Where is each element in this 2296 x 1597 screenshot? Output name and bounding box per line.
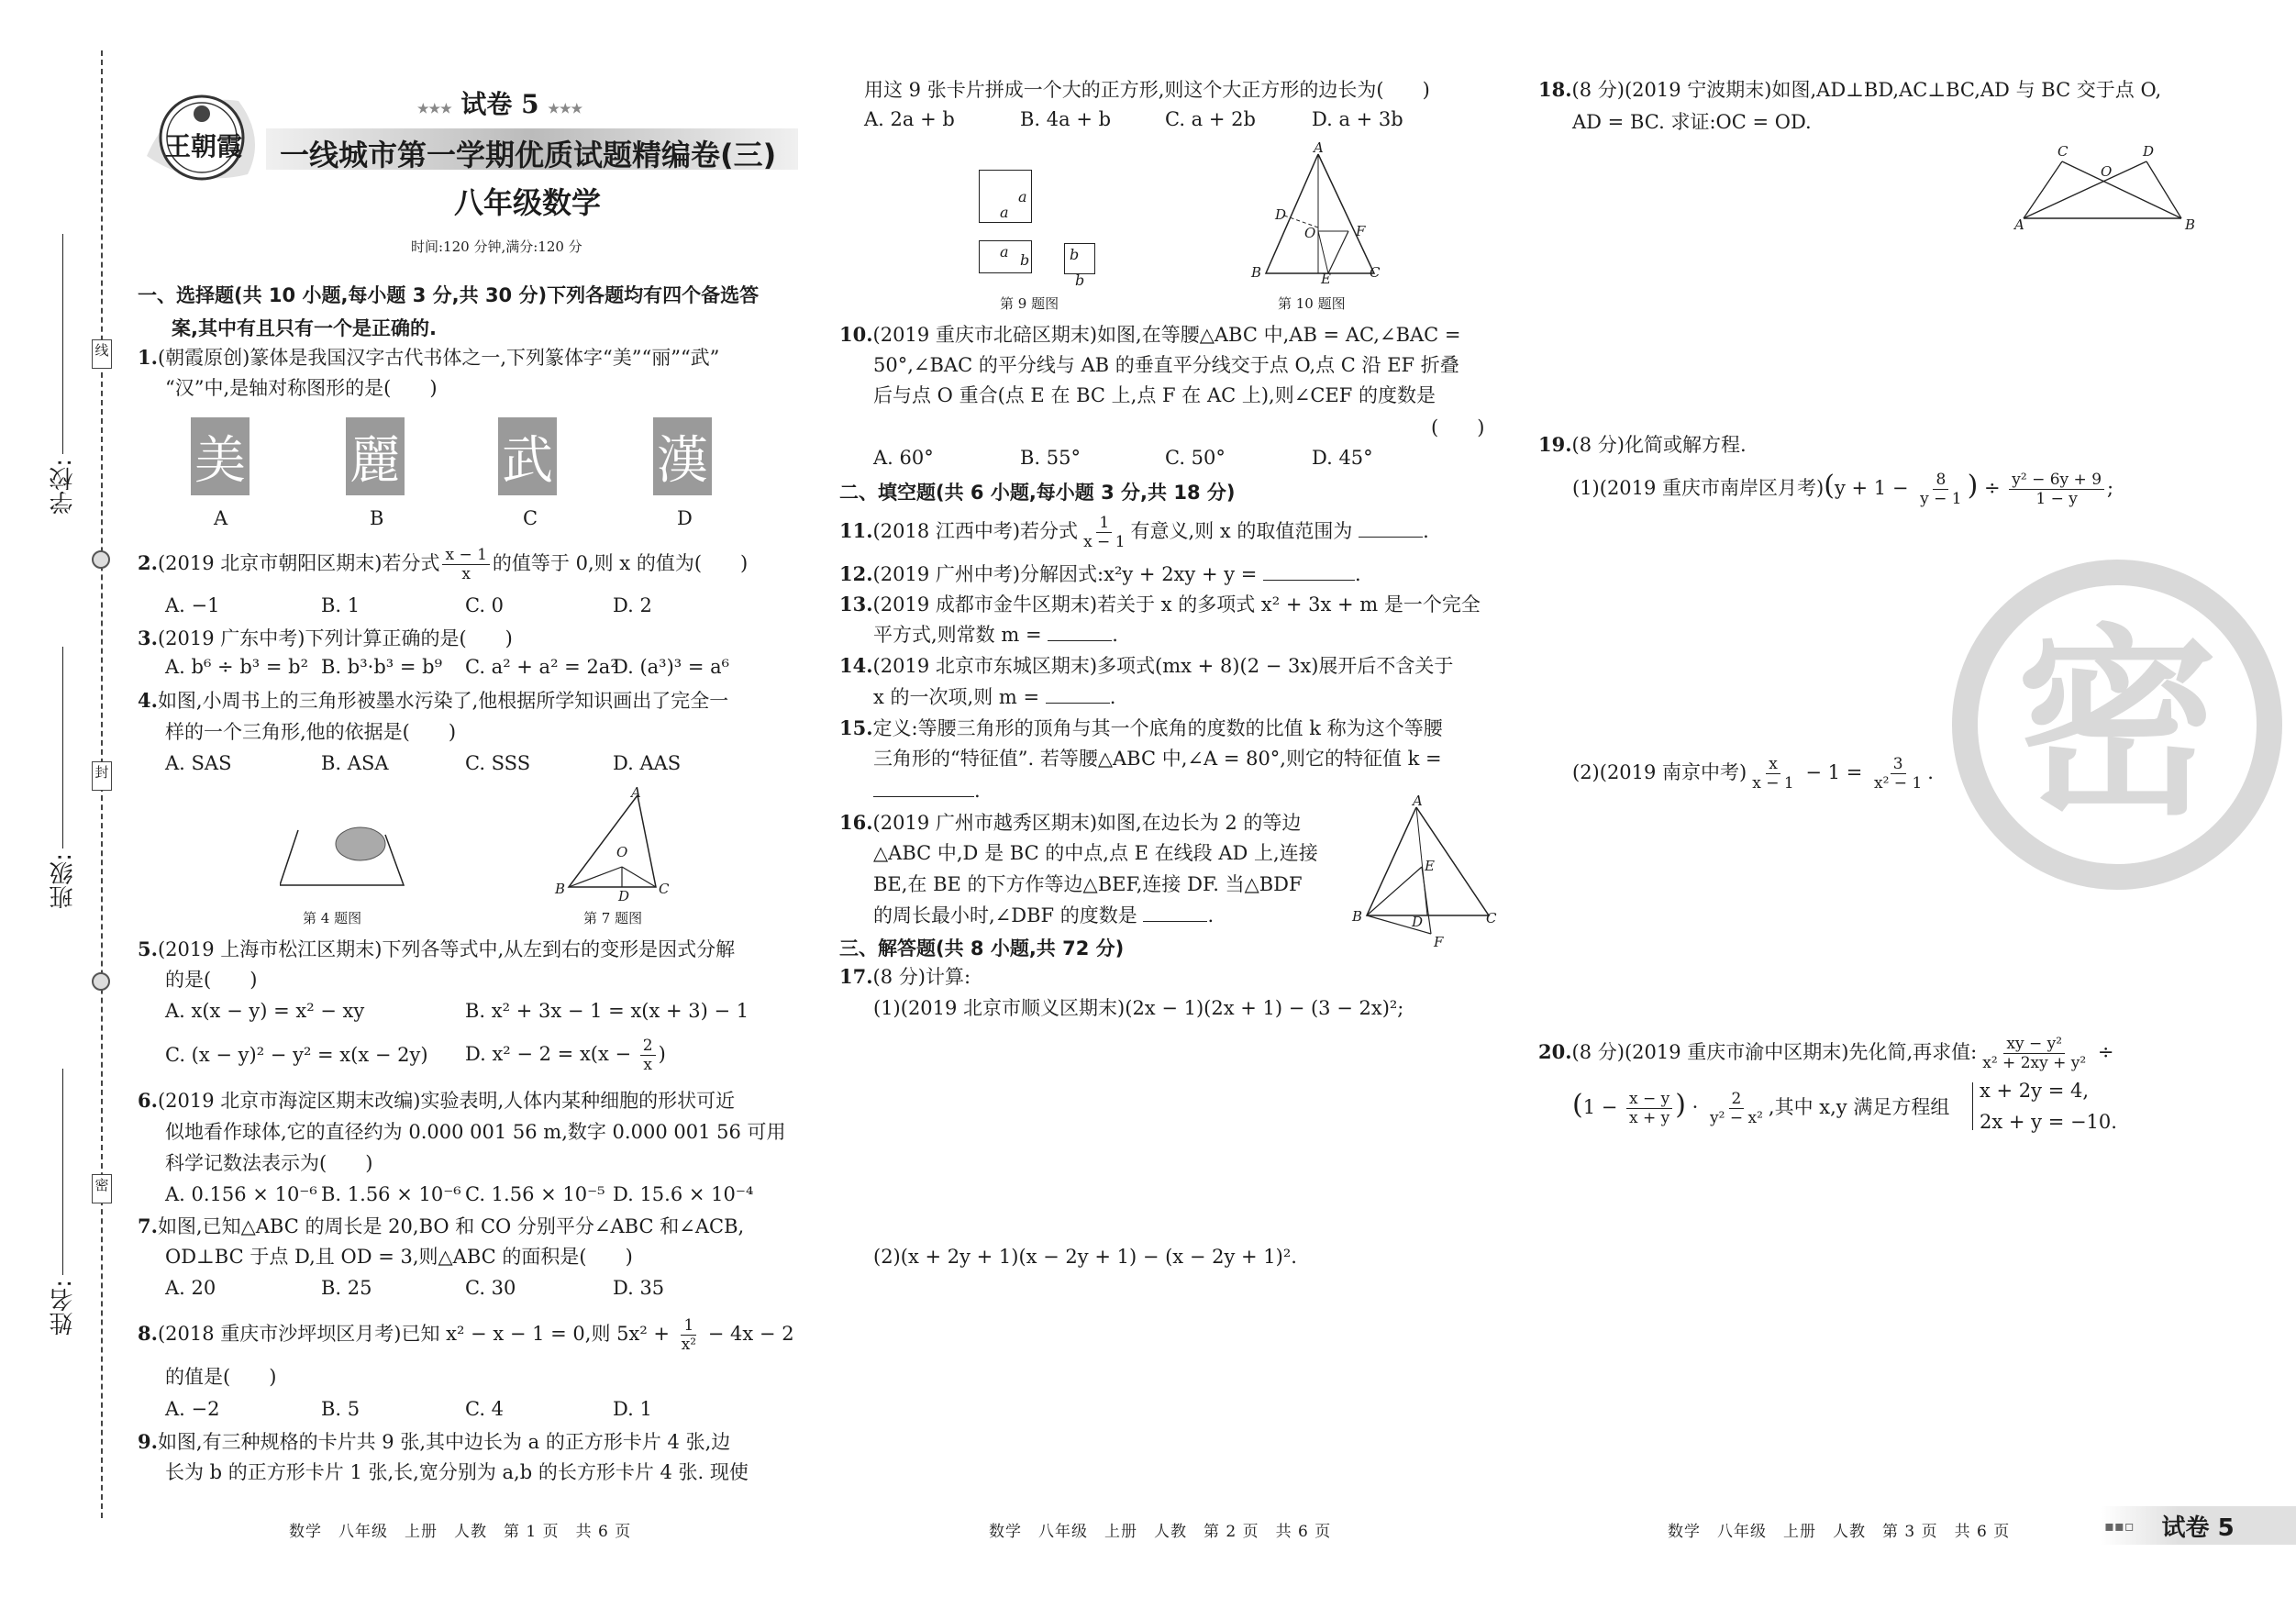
card-square-a-label: a <box>1018 188 1027 205</box>
option-c[interactable]: C. (x − y)² − y² = x(x − 2y) <box>165 1044 428 1066</box>
q-text: (2019 北京市东城区期末)多项式(mx + 8)(2 − 3x)展开后不含关于 <box>872 655 1454 677</box>
option-a[interactable]: A <box>214 507 228 529</box>
label-f: F <box>1356 223 1366 239</box>
question-8-line2: 的值是( ) <box>165 1366 277 1388</box>
q-text: (2019 广东中考)下列计算正确的是( ) <box>157 627 513 649</box>
q-text: 如图,有三种规格的卡片共 9 张,其中边长为 a 的正方形卡片 4 张,边 <box>157 1431 731 1453</box>
question-1 <box>138 344 719 372</box>
option-b[interactable]: B. 1 <box>321 594 360 616</box>
q-text: (2018 江西中考)若分式 <box>872 520 1079 542</box>
option-a[interactable]: A. b⁶ ÷ b³ = b² <box>165 656 308 678</box>
question-14 <box>839 652 1453 680</box>
card-square-b-label: b <box>1075 272 1085 289</box>
option-b[interactable]: B. b³·b³ = b⁹ <box>321 656 442 678</box>
question-10-line2: 50°,∠BAC 的平分线与 AB 的垂直平分线交于点 O,点 C 沿 EF 折叠 <box>873 354 1459 376</box>
binding-margin <box>0 0 115 1597</box>
figure-9-caption: 第 9 题图 <box>1000 295 1059 312</box>
q-text: − 4x − 2 <box>702 1323 794 1345</box>
option-b[interactable]: B. 55° <box>1020 447 1081 469</box>
question-3 <box>138 625 513 652</box>
q-text: (2019 上海市松江区期末)下列各等式中,从左到右的变形是因式分解 <box>157 938 736 960</box>
option-b[interactable]: B. 1.56 × 10⁻⁶ <box>321 1183 461 1205</box>
option-a[interactable]: A. 2a + b <box>864 108 955 130</box>
card-square-a-label: a <box>1000 204 1009 221</box>
label-a: A <box>2014 216 2024 233</box>
option-b[interactable]: B. ASA <box>321 752 389 774</box>
figure-18-crossed-segments <box>2018 147 2192 229</box>
question-13 <box>839 591 1481 618</box>
seal-char-d: 漢 <box>653 417 712 495</box>
option-d[interactable]: D. 35 <box>613 1277 665 1299</box>
option-b[interactable]: B. 25 <box>321 1277 372 1299</box>
q-number: 8. <box>138 1322 158 1345</box>
time-info: 时间:120 分钟,满分:120 分 <box>411 238 582 255</box>
label-b: B <box>555 881 566 897</box>
question-2 <box>138 546 748 583</box>
q-number: 16. <box>839 811 873 834</box>
figure-7-caption: 第 7 题图 <box>583 910 643 926</box>
seal-word-secret: 密 <box>92 1174 112 1203</box>
label-e: E <box>1321 271 1331 287</box>
q-text: (2019 成都市金牛区期末)若关于 x 的多项式 x² + 3x + m 是一个完全 <box>872 593 1481 616</box>
option-d[interactable]: D. AAS <box>613 752 682 774</box>
question-20: 20.(8 分)(2019 重庆市渝中区期末)先化简,再求值: $\frac{\text{xy − y²}}{\text{x² + 2xy + y²}}$ ÷ <box>1538 1035 2114 1072</box>
q-number: 11. <box>839 519 873 542</box>
label-b: B <box>1251 264 1262 281</box>
section2-title: 二、填空题(共 6 小题,每小题 3 分,共 18 分) <box>839 482 1236 504</box>
label-d: D <box>1412 914 1424 930</box>
q-number: 14. <box>839 654 873 677</box>
question-12: 12.(2019 广州中考)分解因式:x²y + 2xy + y = . <box>839 562 1361 585</box>
question-8 <box>138 1316 794 1354</box>
label-b: B <box>2185 216 2196 233</box>
q-number: 4. <box>138 689 158 712</box>
question-4-line2: 样的一个三角形,他的依据是( ) <box>165 721 457 743</box>
option-d[interactable]: D. (a³)³ = a⁶ <box>613 656 730 678</box>
q-text: (朝霞原创)篆体是我国汉字古代书体之一,下列篆体字“美”“丽”“武” <box>157 347 720 369</box>
question-18 <box>1538 76 2161 104</box>
fraction: $\frac{x}{x - 1}$ <box>1752 755 1794 793</box>
question-10-line3: 后与点 O 重合(点 E 在 BC 上,点 F 在 AC 上),则∠CEF 的度数是 <box>873 384 1436 406</box>
question-6-line3: 科学记数法表示为( ) <box>165 1152 373 1174</box>
label-a: A <box>1314 139 1324 156</box>
option-c[interactable]: C. 4 <box>465 1398 505 1420</box>
question-5 <box>138 936 735 963</box>
option-d[interactable]: D. 2 <box>613 594 652 616</box>
confidential-watermark-icon: 密 <box>1952 560 2282 890</box>
question-19-part1: (1)(2019 重庆市南岸区月考)(y + 1 − $\frac{8}{y - 1}$ ) ÷ $\frac{\text{y² − 6y + 9}}{1 - y}$ ; <box>1572 470 2114 508</box>
option-c[interactable]: C. SSS <box>465 752 531 774</box>
paper-number-text: 试卷 5 <box>460 89 539 119</box>
q-text: 有意义,则 x 的取值范围为 <box>1130 520 1353 542</box>
label-o: O <box>1304 225 1316 241</box>
option-d[interactable]: D <box>677 507 693 529</box>
question-6 <box>138 1087 735 1115</box>
brand-logo <box>138 83 266 188</box>
seal-char-b: 麗 <box>346 417 405 495</box>
q-text: (2019 北京市朝阳区期末)若分式 <box>157 552 440 574</box>
footer-page-3: 数学 八年级 上册 人教 第 3 页 共 6 页 <box>1668 1523 2011 1541</box>
question-19-part2: (2)(2019 南京中考) $\frac{x}{x - 1}$ − 1 = $\frac{3}{\text{x² − 1}}$ . <box>1572 755 1934 793</box>
fraction: $\frac{x - 1}{x}$ <box>442 546 489 583</box>
fraction: $\frac{x - y}{x + y}$ <box>1626 1090 1672 1127</box>
q-text: (2019 重庆市北碚区期末)如图,在等腰△ABC 中,AB = AC,∠BAC = <box>872 324 1461 346</box>
q-number: 20. <box>1538 1040 1572 1063</box>
q-number: 7. <box>138 1214 158 1237</box>
star-icon: ★★★ <box>417 102 452 116</box>
label-d: D <box>1275 206 1287 223</box>
question-17-part2: (2)(x + 2y + 1)(x − 2y + 1) − (x − 2y + 1)². <box>873 1246 1297 1268</box>
question-7-line2: OD⊥BC 于点 D,且 OD = 3,则△ABC 的面积是( ) <box>165 1246 633 1268</box>
option-a[interactable]: A. −2 <box>165 1398 220 1420</box>
star-icon: ★★★ <box>548 102 583 116</box>
question-7 <box>138 1213 744 1240</box>
option-c[interactable]: C <box>523 507 538 529</box>
option-d[interactable]: D. 1 <box>613 1398 652 1420</box>
option-b[interactable]: B <box>370 507 384 529</box>
label-d: D <box>618 888 630 904</box>
option-d[interactable]: D. 45° <box>1312 447 1373 469</box>
q-text: (2019 北京市海淀区期末改编)实验表明,人体内某种细胞的形状可近 <box>157 1090 736 1112</box>
q-text: (8 分)化简或解方程. <box>1571 434 1747 456</box>
option-b[interactable]: B. 5 <box>321 1398 360 1420</box>
subject-title: 八年级数学 <box>454 185 602 220</box>
option-a[interactable]: A. 60° <box>873 447 934 469</box>
q-number: 18. <box>1538 78 1572 101</box>
question-17-part1: (1)(2019 北京市顺义区期末)(2x − 1)(2x + 1) − (3 − 2x)²; <box>873 997 1404 1019</box>
label-a: A <box>631 784 641 801</box>
label-o: O <box>2101 163 2113 180</box>
option-b[interactable]: B. x² + 3x − 1 = x(x + 3) − 1 <box>465 1000 749 1022</box>
label-o: O <box>616 844 628 860</box>
option-c[interactable]: C. 0 <box>465 594 505 616</box>
label-a: A <box>1413 793 1423 809</box>
question-15-line2: 三角形的“特征值”. 若等腰△ABC 中,∠A = 80°,则它的特征值 k = <box>873 748 1442 770</box>
option-c[interactable]: C. a + 2b <box>1165 108 1256 130</box>
fraction: $\frac{3}{\text{x² − 1}}$ <box>1874 755 1923 793</box>
option-c[interactable]: C. 50° <box>1165 447 1226 469</box>
label-e: E <box>1425 858 1435 874</box>
question-20-line2: (1 − $\frac{x - y}{x + y}$ ) · $\frac{2}{\text{y² − x²}}$ ,其中 x,y 满足方程组 <box>1572 1089 1950 1127</box>
fraction: $\frac{1}{\text{x²}}$ <box>681 1316 697 1354</box>
q-number: 10. <box>839 323 873 346</box>
footer-page-1: 数学 八年级 上册 人教 第 1 页 共 6 页 <box>289 1523 632 1541</box>
q-number: 2. <box>138 551 158 574</box>
paper-number <box>417 84 582 121</box>
answer-blank[interactable] <box>1143 904 1207 922</box>
card-rect-ab-label: a <box>1000 243 1009 261</box>
fraction: $\frac{1}{x - 1}$ <box>1083 514 1126 551</box>
class-label: 班级: <box>50 853 77 909</box>
option-d[interactable]: D. x² − 2 = x(x − $\frac{2}{x}$ ) <box>465 1037 666 1074</box>
option-a[interactable]: A. SAS <box>165 752 232 774</box>
label-c: C <box>2058 143 2069 160</box>
option-a[interactable]: A. 0.156 × 10⁻⁶ <box>165 1183 317 1205</box>
question-10 <box>839 321 1461 349</box>
seal-char-c: 武 <box>498 417 557 495</box>
answer-blank[interactable] <box>1048 624 1112 641</box>
question-16 <box>839 809 1301 837</box>
question-15 <box>839 715 1443 742</box>
question-5-line2: 的是( ) <box>165 969 258 991</box>
q-text: (2018 重庆市沙坪坝区月考)已知 x² − x − 1 = 0,则 5x² + <box>157 1323 676 1345</box>
equation-1: x + 2y = 4, <box>1980 1080 2089 1102</box>
option-d[interactable]: D. 15.6 × 10⁻⁴ <box>613 1183 754 1205</box>
section3-title: 三、解答题(共 8 小题,共 72 分) <box>839 937 1125 959</box>
figure-10-caption: 第 10 题图 <box>1278 295 1346 312</box>
q-text: (8 分)(2019 宁波期末)如图,AD⊥BD,AC⊥BC,AD 与 BC 交于点 O, <box>1571 79 2162 101</box>
q-number: 5. <box>138 937 158 960</box>
option-c[interactable]: C. 1.56 × 10⁻⁵ <box>465 1183 605 1205</box>
q-text: 定义:等腰三角形的顶角与其一个底角的度数的比值 k 称为这个等腰 <box>872 717 1443 739</box>
binding-hole-icon <box>92 550 110 569</box>
label-d: D <box>2143 143 2155 160</box>
q-text: 的值等于 0,则 x 的值为( ) <box>492 552 749 574</box>
q-text: (2019 广州中考)分解因式:x²y + 2xy + y = <box>872 563 1258 585</box>
label-c: C <box>1370 264 1381 281</box>
q-number: 12. <box>839 562 873 585</box>
question-10-line4: ( ) <box>1431 416 1485 438</box>
name-field[interactable] <box>62 1069 63 1275</box>
label-f: F <box>1434 934 1444 950</box>
label-c: C <box>659 881 670 897</box>
question-9-line3: 用这 9 张卡片拼成一个大的正方形,则这个大正方形的边长为( ) <box>864 79 1430 101</box>
corner-tag-text: 试卷 5 <box>2161 1514 2235 1542</box>
corner-tag <box>2101 1506 2296 1545</box>
fraction: $\frac{8}{y - 1}$ <box>1920 471 1962 508</box>
q-text: (8 分)计算: <box>872 966 971 988</box>
card-rect-ab-label: b <box>1020 251 1030 269</box>
fraction: $\frac{\text{y² − 6y + 9}}{1 - y}$ <box>2009 471 2104 508</box>
option-b[interactable]: B. 4a + b <box>1020 108 1112 130</box>
question-15-line3: . <box>873 777 981 804</box>
q-number: 17. <box>839 965 873 988</box>
q-number: 15. <box>839 716 873 739</box>
answer-blank[interactable] <box>1046 686 1110 704</box>
option-d[interactable]: D. a + 3b <box>1312 108 1403 130</box>
answer-blank[interactable] <box>1263 563 1355 581</box>
question-9 <box>138 1428 730 1456</box>
equation-2: 2x + y = −10. <box>1980 1111 2117 1133</box>
brand-name: 王朝霞 <box>165 131 243 161</box>
question-13-line2: 平方式,则常数 m = . <box>873 624 1118 646</box>
option-a[interactable]: A. 20 <box>165 1277 216 1299</box>
option-a[interactable]: A. x(x − y) = x² − xy <box>165 1000 365 1022</box>
seal-char-a: 美 <box>191 417 250 495</box>
q-text: 如图,已知△ABC 的周长是 20,BO 和 CO 分别平分∠ABC 和∠ACB, <box>157 1215 745 1237</box>
question-19 <box>1538 431 1747 459</box>
card-square-b-label: b <box>1070 246 1080 263</box>
seal-word-seal: 封 <box>92 761 112 791</box>
school-field[interactable] <box>62 234 63 454</box>
figure-4-ink-triangle <box>280 821 408 894</box>
question-16-line4: 的周长最小时,∠DBF 的度数是 . <box>873 904 1215 926</box>
binding-hole-icon <box>92 972 110 991</box>
q-number: 9. <box>138 1430 158 1453</box>
question-11: 11.(2018 江西中考)若分式 $\frac{1}{x - 1}$ 有意义,则 x 的取值范围为 . <box>839 514 1429 551</box>
option-c[interactable]: C. a² + a² = 2a² <box>465 656 618 678</box>
dots-icon: ▪▪▫ <box>2104 1516 2135 1535</box>
question-6-line2: 似地看作球体,它的直径约为 0.000 001 56 m,数字 0.000 001 56 可用 <box>165 1121 786 1143</box>
answer-blank[interactable] <box>873 780 974 797</box>
q-text: 如图,小周书上的三角形被墨水污染了,他根据所学知识画出了完全一 <box>157 690 729 712</box>
section1-title: 一、选择题(共 10 小题,每小题 3 分,共 30 分)下列各题均有四个备选答 <box>138 284 760 306</box>
question-18-line2: AD = BC. 求证:OC = OD. <box>1572 111 1812 133</box>
equation-system-brace <box>1972 1082 1973 1130</box>
q-text: (8 分)(2019 重庆市渝中区期末)先化简,再求值: <box>1571 1041 1978 1063</box>
q-number: 13. <box>839 593 873 616</box>
fraction: $\frac{\text{xy − y²}}{\text{x² + 2xy + y²}}$ <box>1982 1035 2087 1072</box>
question-1-line2: “汉”中,是轴对称图形的是( ) <box>165 377 438 399</box>
seal-word-line: 线 <box>92 339 112 369</box>
section1-title-cont: 案,其中有且只有一个是正确的. <box>172 317 437 339</box>
q-number: 3. <box>138 627 158 649</box>
school-label: 学校: <box>50 459 77 515</box>
question-16-line2: △ABC 中,D 是 BC 的中点,点 E 在线段 AD 上,连接 <box>873 842 1318 864</box>
fraction: $\frac{2}{\text{y² − x²}}$ <box>1710 1090 1763 1127</box>
question-16-line3: BE,在 BE 的下方作等边△BEF,连接 DF. 当△BDF <box>873 873 1303 895</box>
question-4 <box>138 687 728 715</box>
name-label: 姓名: <box>50 1280 77 1336</box>
option-c[interactable]: C. 30 <box>465 1277 516 1299</box>
q-number: 6. <box>138 1089 158 1112</box>
label-b: B <box>1352 908 1363 925</box>
question-14-line2: x 的一次项,则 m = . <box>873 686 1116 708</box>
q-text: (2019 广州市越秀区期末)如图,在边长为 2 的等边 <box>872 812 1302 834</box>
question-17 <box>839 963 971 991</box>
figure-4-caption: 第 4 题图 <box>303 910 362 926</box>
label-c: C <box>1486 910 1497 926</box>
question-9-line2: 长为 b 的正方形卡片 1 张,长,宽分别为 a,b 的长方形卡片 4 张. 现使 <box>165 1461 749 1483</box>
q-number: 19. <box>1538 433 1572 456</box>
option-a[interactable]: A. −1 <box>165 594 220 616</box>
exam-title: 一线城市第一学期优质试题精编卷(三) <box>280 138 777 172</box>
answer-blank[interactable] <box>1359 520 1423 538</box>
class-field[interactable] <box>62 647 63 848</box>
q-number: 1. <box>138 346 158 369</box>
fraction: $\frac{2}{x}$ <box>640 1037 656 1074</box>
footer-page-2: 数学 八年级 上册 人教 第 2 页 共 6 页 <box>989 1523 1332 1541</box>
